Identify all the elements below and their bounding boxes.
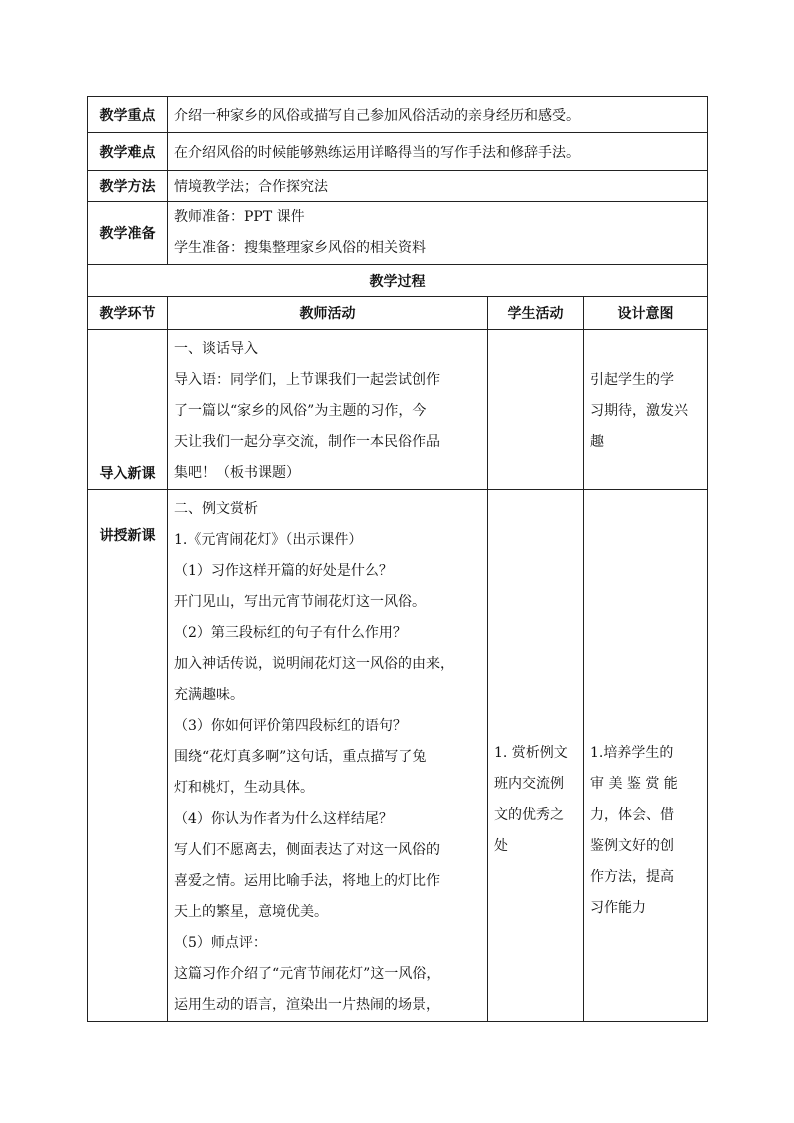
- teach-student-line: 班内交流例: [494, 776, 564, 792]
- teach-intent-line: 作方法，提高: [590, 869, 674, 885]
- teach-teacher-line: 喜爱之情。运用比喻手法，将地上的灯比作: [174, 873, 440, 889]
- teach-intent-line: 1.培养学生的: [590, 745, 674, 761]
- process-title-row: [88, 265, 708, 297]
- difficulty-label: 教学难点: [88, 133, 168, 171]
- process-title: 教学过程: [88, 265, 708, 297]
- intro-teacher-cell: [168, 330, 488, 490]
- teach-student-line: 1. 赏析例文: [494, 745, 568, 761]
- teach-teacher-line: （5）师点评：: [174, 935, 267, 951]
- intro-teacher-line: 一、谈话导入: [174, 341, 258, 357]
- intro-teacher-line: 导入语：同学们，上节课我们一起尝试创作: [174, 372, 440, 388]
- teach-intent-cell: [584, 490, 708, 1022]
- difficulty-text: 在介绍风俗的时候能够熟练运用详略得当的写作手法和修辞手法。: [168, 133, 708, 171]
- column-header-stage: 教学环节: [88, 297, 168, 330]
- method-text: 情境教学法；合作探究法: [168, 171, 708, 202]
- intro-stage-row: [88, 330, 708, 490]
- intro-teacher-line: 集吧！（板书课题）: [174, 465, 300, 481]
- difficulty-row: [88, 133, 708, 171]
- teach-teacher-line: 1.《元宵闹花灯》（出示课件）: [174, 532, 363, 548]
- teach-student-cell: [488, 490, 584, 1022]
- teach-teacher-line: 写人们不愿离去，侧面表达了对这一风俗的: [174, 842, 440, 858]
- intro-intent-cell: [584, 330, 708, 490]
- teach-teacher-line: （2）第三段标红的句子有什么作用？: [174, 625, 407, 641]
- teach-teacher-cell: [168, 490, 488, 1022]
- teach-intent-line: 力，体会、借: [590, 807, 674, 823]
- method-row: [88, 171, 708, 202]
- teach-teacher-line: 加入神话传说，说明闹花灯这一风俗的由来，: [174, 656, 454, 672]
- lesson-plan-table: [87, 96, 708, 1022]
- intro-teacher-line: 了一篇以“家乡的风俗”为主题的习作，今: [174, 403, 427, 419]
- preparation-text: [168, 202, 708, 265]
- preparation-row: [88, 202, 708, 265]
- teach-teacher-line: （3）你如何评价第四段标红的语句？: [174, 718, 407, 734]
- teach-teacher-line: 围绕“花灯真多啊”这句话，重点描写了兔: [174, 749, 427, 765]
- key-point-text: 介绍一种家乡的风俗或描写自己参加风俗活动的亲身经历和感受。: [168, 97, 708, 133]
- column-header-teacher: 教师活动: [168, 297, 488, 330]
- column-header-student: 学生活动: [488, 297, 584, 330]
- teach-teacher-line: 灯和桃灯，生动具体。: [174, 780, 314, 796]
- teach-stage-row: [88, 490, 708, 1022]
- teach-stage-label: 讲授新课: [88, 490, 168, 1022]
- teach-teacher-line: 充满趣味。: [174, 687, 244, 703]
- teach-student-line: 文的优秀之: [494, 807, 564, 823]
- method-label: 教学方法: [88, 171, 168, 202]
- intro-intent-line: 引起学生的学: [590, 372, 674, 388]
- key-point-label: 教学重点: [88, 97, 168, 133]
- column-header-row: [88, 297, 708, 330]
- intro-teacher-line: 天让我们一起分享交流，制作一本民俗作品: [174, 434, 440, 450]
- intro-intent-line: 趣: [590, 434, 604, 450]
- key-point-row: [88, 97, 708, 133]
- intro-intent-line: 习期待，激发兴: [590, 403, 688, 419]
- teach-teacher-line: 二、例文赏析: [174, 501, 258, 517]
- teach-teacher-line: （1）习作这样开篇的好处是什么？: [174, 563, 393, 579]
- teach-teacher-line: 这篇习作介绍了“元宵节闹花灯”这一风俗，: [174, 966, 441, 982]
- teach-intent-line: 审 美 鉴 赏 能: [590, 776, 678, 792]
- intro-student-cell: [488, 330, 584, 490]
- preparation-student-line: 学生准备：搜集整理家乡风俗的相关资料: [174, 240, 426, 256]
- preparation-label: 教学准备: [88, 202, 168, 265]
- intro-stage-label: 导入新课: [88, 330, 168, 490]
- teach-student-line: 处: [494, 838, 508, 854]
- column-header-intent: 设计意图: [584, 297, 708, 330]
- teach-teacher-line: 开门见山，写出元宵节闹花灯这一风俗。: [174, 594, 426, 610]
- teach-teacher-line: （4）你认为作者为什么这样结尾？: [174, 811, 393, 827]
- teach-teacher-line: 天上的繁星，意境优美。: [174, 904, 328, 920]
- teach-intent-line: 鉴例文好的创: [590, 838, 674, 854]
- teach-intent-line: 习作能力: [590, 900, 646, 916]
- teach-teacher-line: 运用生动的语言，渲染出一片热闹的场景，: [174, 997, 440, 1013]
- preparation-teacher-line: 教师准备：PPT 课件: [174, 209, 305, 225]
